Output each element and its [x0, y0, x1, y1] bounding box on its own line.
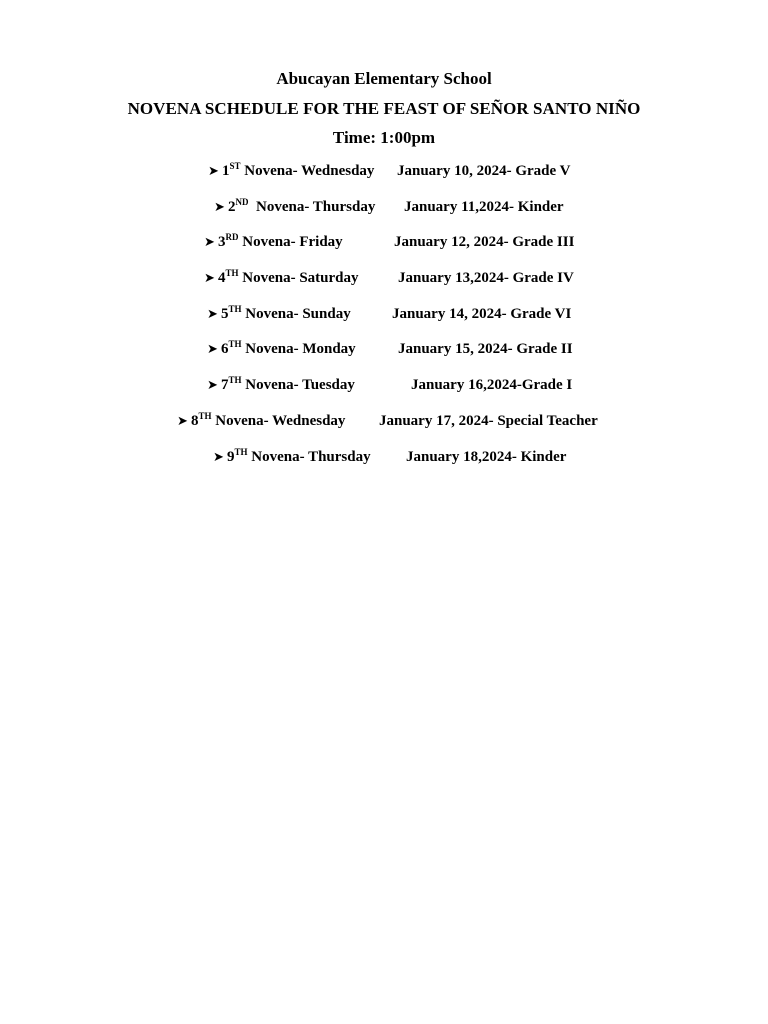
- novena-date: January 14, 2024- Grade VI: [392, 306, 572, 322]
- novena-day: Novena- Thursday: [247, 449, 371, 465]
- arrowhead-bullet-icon: ➤: [208, 164, 219, 179]
- arrowhead-bullet-icon: ➤: [204, 271, 215, 286]
- school-name: Abucayan Elementary School: [276, 69, 492, 88]
- novena-item-5: [207, 304, 572, 324]
- novena-number: 2ND: [228, 197, 249, 215]
- novena-day: Novena- Wednesday: [240, 163, 375, 179]
- novena-date: January 18,2024- Kinder: [406, 449, 567, 465]
- schedule-time: Time: 1:00pm: [332, 128, 436, 147]
- novena-day: Novena- Wednesday: [211, 413, 346, 429]
- novena-item-6: [207, 339, 573, 359]
- novena-day: Novena- Thursday: [248, 199, 376, 215]
- novena-day: Novena- Friday: [238, 234, 343, 250]
- novena-item-7: [207, 375, 573, 395]
- arrowhead-bullet-icon: ➤: [207, 307, 218, 322]
- novena-date: January 12, 2024- Grade III: [394, 234, 575, 250]
- arrowhead-bullet-icon: ➤: [214, 200, 225, 215]
- novena-number: 1ST: [222, 161, 241, 179]
- novena-number: 7TH: [221, 375, 242, 393]
- novena-item-1: [208, 161, 571, 181]
- novena-number: 5TH: [221, 304, 242, 322]
- schedule-title: NOVENA SCHEDULE FOR THE FEAST OF SEÑOR SANTO NIÑO: [127, 99, 641, 118]
- novena-item-2: [214, 197, 564, 217]
- arrowhead-bullet-icon: ➤: [204, 235, 215, 250]
- novena-day: Novena- Tuesday: [241, 377, 355, 393]
- arrowhead-bullet-icon: ➤: [207, 378, 218, 393]
- arrowhead-bullet-icon: ➤: [213, 450, 224, 465]
- novena-item-8: [177, 411, 598, 431]
- novena-date: January 13,2024- Grade IV: [398, 270, 574, 286]
- arrowhead-bullet-icon: ➤: [207, 342, 218, 357]
- novena-day: Novena- Saturday: [238, 270, 359, 286]
- arrowhead-bullet-icon: ➤: [177, 414, 188, 429]
- novena-date: January 17, 2024- Special Teacher: [379, 413, 598, 429]
- novena-day: Novena- Sunday: [241, 306, 351, 322]
- novena-date: January 10, 2024- Grade V: [397, 163, 571, 179]
- novena-number: 9TH: [227, 447, 248, 465]
- novena-item-4: [204, 268, 574, 288]
- novena-item-9: [213, 447, 567, 467]
- novena-number: 8TH: [191, 411, 212, 429]
- novena-item-3: [204, 232, 575, 252]
- novena-day: Novena- Monday: [241, 341, 356, 357]
- novena-number: 6TH: [221, 339, 242, 357]
- novena-date: January 15, 2024- Grade II: [398, 341, 573, 357]
- novena-date: January 11,2024- Kinder: [404, 199, 564, 215]
- novena-number: 4TH: [218, 268, 239, 286]
- novena-number: 3RD: [218, 232, 239, 250]
- novena-date: January 16,2024-Grade I: [411, 377, 573, 393]
